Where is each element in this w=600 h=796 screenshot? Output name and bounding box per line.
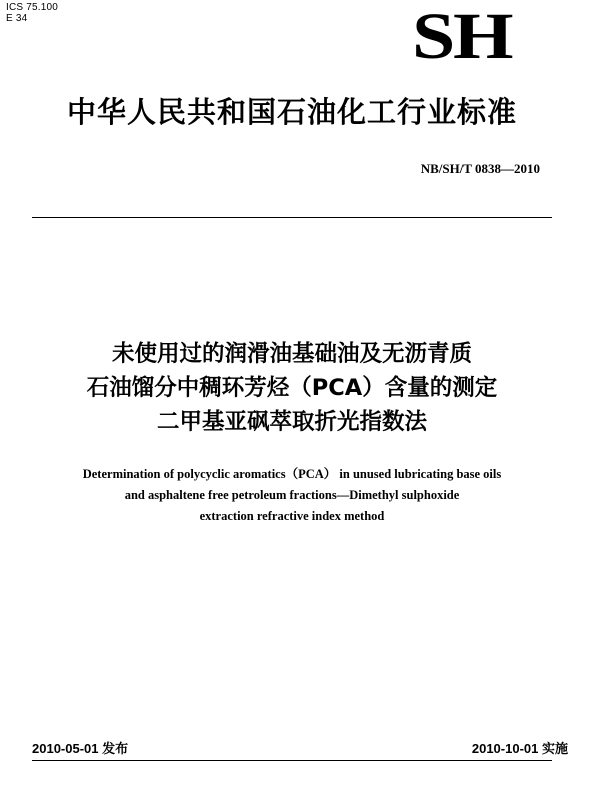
- ics-code: ICS 75.100: [6, 2, 59, 13]
- issue-date: 2010-05-01: [32, 741, 99, 756]
- english-title-line-3: extraction refractive index method: [199, 509, 385, 523]
- chinese-title-line-2: 石油馏分中稠环芳烃（PCA）含量的测定: [86, 375, 498, 401]
- sh-logo: SH: [412, 0, 512, 73]
- ccs-code: E 34: [6, 13, 28, 24]
- implementation-label: 实施: [541, 741, 568, 756]
- standard-category-title: 中华人民共和国石油化工行业标准: [66, 95, 517, 129]
- footer-divider: [32, 760, 552, 761]
- implementation-date: 2010-10-01: [471, 741, 539, 756]
- english-title-line-2: and asphaltene free petroleum fractions—Dimethyl sulphoxide: [124, 488, 460, 502]
- english-title: [0, 464, 584, 527]
- standard-code: NB/SH/T 0838—2010: [420, 161, 540, 176]
- header-divider: [32, 217, 552, 218]
- english-title-line-1: Determination of polycyclic aromatics（PCA） in unused lubricating base oils: [82, 467, 502, 481]
- issue-date-block: [32, 741, 128, 757]
- classification-codes: [6, 2, 58, 24]
- chinese-title-line-3: 二甲基亚砜萃取折光指数法: [156, 409, 427, 435]
- chinese-title-line-1: 未使用过的润滑油基础油及无沥青质: [111, 341, 472, 367]
- chinese-title: [0, 337, 584, 439]
- implementation-date-block: [472, 741, 568, 757]
- issue-label: 发布: [102, 741, 129, 756]
